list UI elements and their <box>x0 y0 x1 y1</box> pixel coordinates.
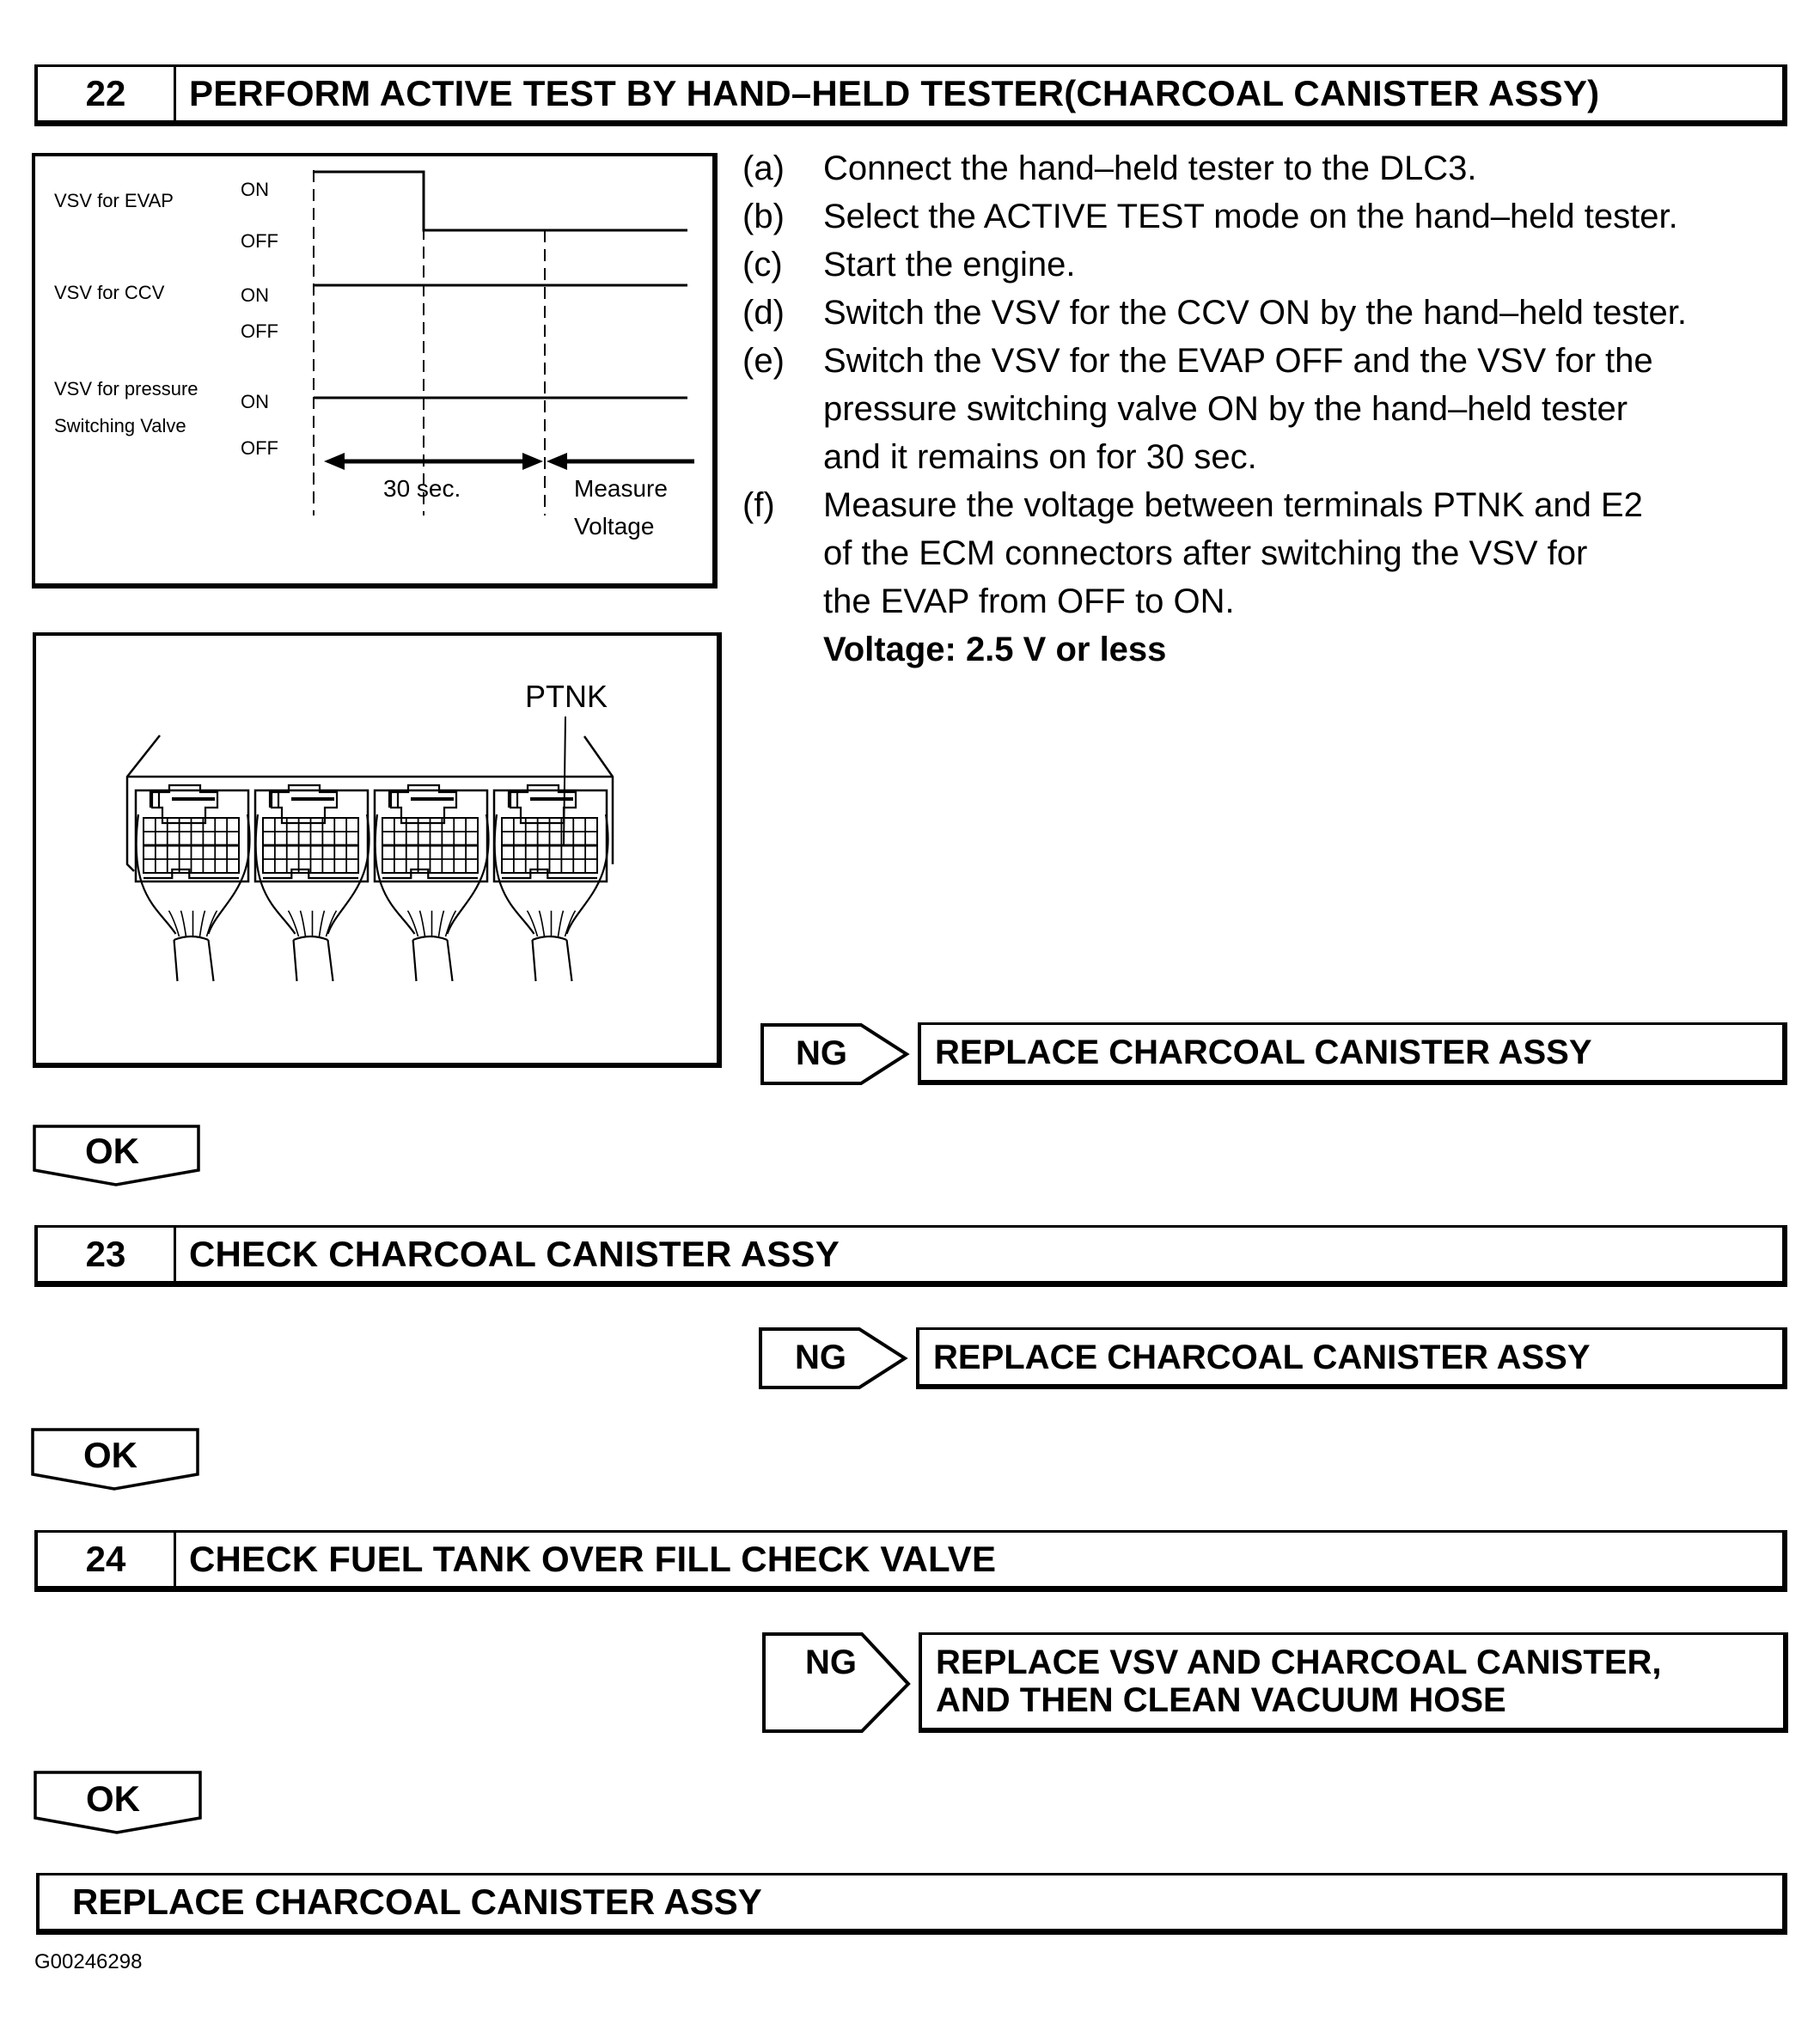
signal-pressure-on-label: ON <box>241 391 269 412</box>
step-title: PERFORM ACTIVE TEST BY HAND–HELD TESTER(CHARCOAL CANISTER ASSY) <box>189 73 1600 113</box>
signal-label-pressure-2: Switching Valve <box>54 415 186 436</box>
signal-evap-off-label: OFF <box>241 230 278 252</box>
step-number: 24 <box>38 1533 176 1586</box>
ng-result-text-line2: AND THEN CLEAN VACUUM HOSE <box>936 1681 1506 1719</box>
instruction-tag: (d) <box>742 294 785 332</box>
instruction-tag: (e) <box>742 342 785 380</box>
measure-label-2: Voltage <box>574 513 655 540</box>
ok-label-23: OK <box>83 1435 137 1475</box>
signal-evap-on-label: ON <box>241 179 269 200</box>
instruction-text: Switch the VSV for the EVAP OFF and the VSV for the <box>823 342 1653 380</box>
instruction-text: Start the engine. <box>823 246 1076 284</box>
voltage-spec-text: Voltage: 2.5 V or less <box>823 631 1167 668</box>
instruction-text: pressure switching valve ON by the hand–held tester <box>823 390 1628 428</box>
instruction-text: the EVAP from OFF to ON. <box>823 582 1235 620</box>
ng-label-23: NG <box>795 1339 846 1376</box>
signal-label-pressure-1: VSV for pressure <box>54 378 198 399</box>
instruction-tag: (f) <box>742 486 775 524</box>
instruction-text: Select the ACTIVE TEST mode on the hand–held tester. <box>823 198 1678 235</box>
instruction-text: Connect the hand–held tester to the DLC3. <box>823 149 1477 187</box>
final-action-text: REPLACE CHARCOAL CANISTER ASSY <box>72 1881 762 1922</box>
signal-ccv-on-label: ON <box>241 284 269 306</box>
instruction-tag: (b) <box>742 198 785 235</box>
ng-result-text: REPLACE CHARCOAL CANISTER ASSY <box>933 1338 1591 1376</box>
measure-label-1: Measure <box>574 475 668 502</box>
instruction-text: Measure the voltage between terminals PTNK and E2 <box>823 486 1643 524</box>
ng-result-text: REPLACE CHARCOAL CANISTER ASSY <box>935 1034 1592 1071</box>
ng-label-22: NG <box>796 1034 847 1072</box>
instruction-tag: (c) <box>742 246 783 284</box>
instruction-text: of the ECM connectors after switching the VSV for <box>823 534 1588 572</box>
ng-result-text-line1: REPLACE VSV AND CHARCOAL CANISTER, <box>936 1644 1662 1681</box>
figure-code: G00246298 <box>34 1950 143 1973</box>
ok-label-24: OK <box>86 1778 140 1819</box>
signal-label-ccv: VSV for CCV <box>54 282 165 303</box>
step-number: 22 <box>38 67 176 120</box>
ok-label-22: OK <box>85 1131 139 1171</box>
instruction-text: Switch the VSV for the CCV ON by the hand–held tester. <box>823 294 1687 332</box>
final-action-box <box>36 1873 1787 1935</box>
step-title: CHECK FUEL TANK OVER FILL CHECK VALVE <box>189 1539 997 1579</box>
signal-pressure-off-label: OFF <box>241 437 278 459</box>
instruction-text: and it remains on for 30 sec. <box>823 438 1257 476</box>
ng-label-24: NG <box>805 1644 857 1681</box>
step-title: CHECK CHARCOAL CANISTER ASSY <box>189 1234 840 1274</box>
instruction-tag: (a) <box>742 149 785 187</box>
step-number: 23 <box>38 1228 176 1281</box>
interval-label: 30 sec. <box>383 475 461 502</box>
signal-label-evap: VSV for EVAP <box>54 190 174 211</box>
terminal-label-ptnk: PTNK <box>525 679 608 714</box>
signal-ccv-off-label: OFF <box>241 320 278 342</box>
